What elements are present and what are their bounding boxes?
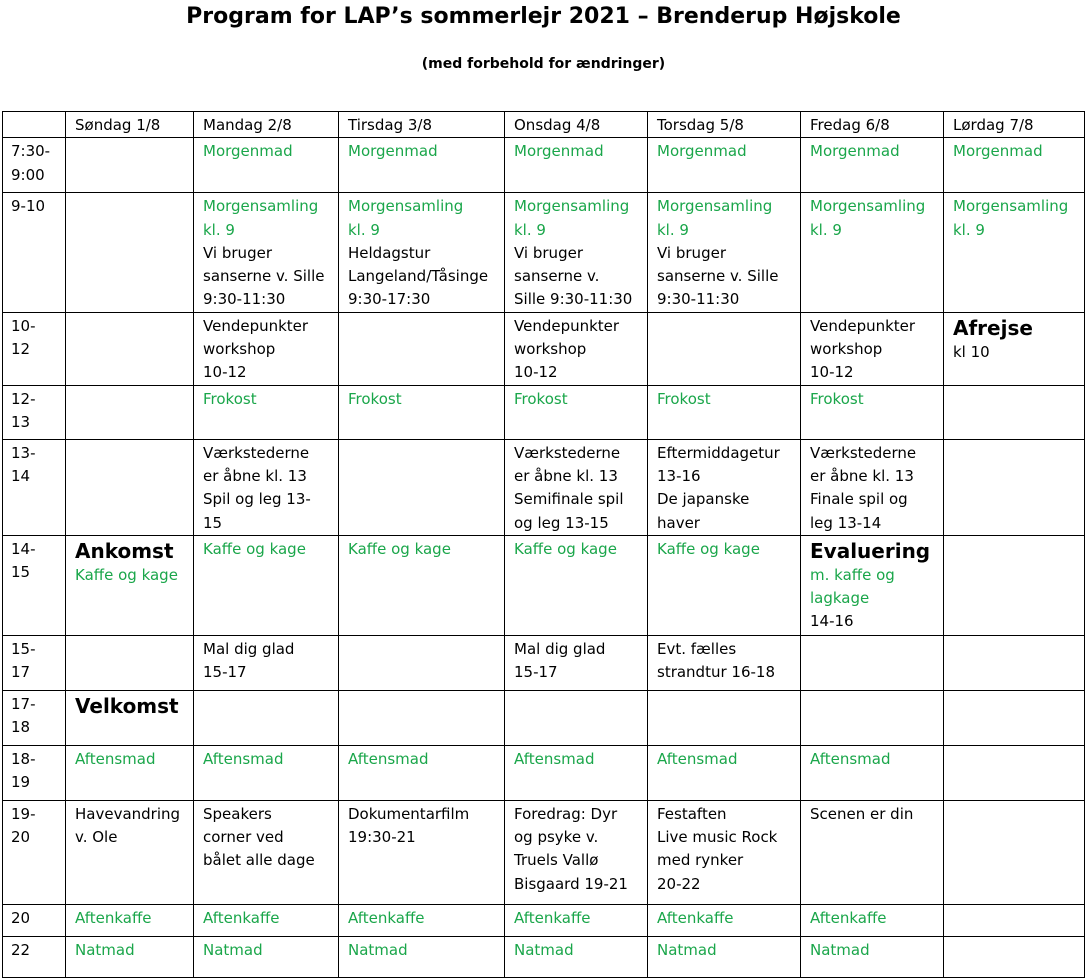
time-cell — [3, 635, 66, 690]
schedule-cell — [505, 690, 648, 745]
schedule-cell — [648, 535, 801, 635]
meal-text: Morgensamling kl. 9 — [348, 197, 464, 239]
schedule-cell — [66, 312, 194, 385]
schedule-cell — [339, 312, 505, 385]
schedule-cell — [66, 745, 194, 800]
schedule-cell — [801, 312, 944, 385]
schedule-cell — [648, 193, 801, 312]
schedule-cell — [505, 535, 648, 635]
meal-text: Morgensamling kl. 9 — [203, 197, 319, 239]
schedule-cell — [801, 138, 944, 193]
schedule-cell — [505, 936, 648, 977]
meal-text: Aftenkaffe — [514, 908, 591, 927]
time-label: 12- 13 — [11, 389, 36, 431]
schedule-cell — [194, 690, 339, 745]
schedule-cell — [339, 904, 505, 936]
schedule-cell — [505, 800, 648, 904]
meal-text: Kaffe og kage — [348, 539, 451, 558]
schedule-cell — [648, 439, 801, 535]
schedule-cell — [505, 312, 648, 385]
schedule-cell — [801, 936, 944, 977]
schedule-row — [3, 800, 1085, 904]
meal-text: Morgenmad — [810, 142, 900, 161]
schedule-cell — [505, 635, 648, 690]
schedule-cell — [801, 800, 944, 904]
time-label: 22 — [11, 940, 31, 959]
time-cell — [3, 439, 66, 535]
schedule-cell — [801, 635, 944, 690]
schedule-cell — [944, 312, 1085, 385]
schedule-cell — [194, 385, 339, 439]
schedule-cell — [194, 800, 339, 904]
time-label: 18- 19 — [11, 749, 36, 792]
event-text: Heldagstur Langeland/Tåsinge 9:30-17:30 — [348, 243, 489, 309]
schedule-cell — [194, 936, 339, 977]
schedule-cell — [194, 635, 339, 690]
schedule-cell — [648, 312, 801, 385]
schedule-cell — [194, 904, 339, 936]
schedule-cell — [801, 904, 944, 936]
schedule-cell — [801, 193, 944, 312]
schedule-cell — [339, 138, 505, 193]
event-text: Værkstederne er åbne kl. 13 Finale spil og leg 13-14 — [810, 443, 917, 532]
schedule-row — [3, 439, 1085, 535]
time-cell — [3, 745, 66, 800]
meal-text: Natmad — [348, 940, 408, 959]
schedule-cell — [66, 635, 194, 690]
meal-text: Morgenmad — [348, 142, 438, 161]
time-label: 7:30- 9:00 — [11, 142, 51, 184]
schedule-cell — [648, 138, 801, 193]
schedule-cell — [194, 138, 339, 193]
meal-text: Kaffe og kage — [514, 539, 617, 558]
time-label: 19- 20 — [11, 804, 36, 847]
schedule-cell — [66, 800, 194, 904]
meal-text: Natmad — [657, 940, 717, 959]
event-text: Værkstederne er åbne kl. 13 Semifinale spil og leg 13-15 — [514, 443, 624, 532]
schedule-cell — [801, 439, 944, 535]
schedule-cell — [648, 936, 801, 977]
schedule-cell — [944, 385, 1085, 439]
page-title: Program for LAP’s sommerlejr 2021 – Brenderup Højskole — [186, 4, 901, 29]
event-heading: Evaluering — [810, 538, 931, 563]
schedule-row — [3, 535, 1085, 635]
header-cell-day: Søndag 1/8 — [66, 112, 194, 138]
header-row — [3, 112, 1085, 138]
schedule-row — [3, 138, 1085, 193]
event-text: Mal dig glad 15-17 — [514, 639, 606, 682]
meal-text: Kaffe og kage — [657, 539, 760, 558]
schedule-cell — [339, 745, 505, 800]
schedule-row — [3, 745, 1085, 800]
time-label: 15- 17 — [11, 639, 36, 682]
meal-text: Frokost — [810, 389, 864, 408]
schedule-cell — [339, 439, 505, 535]
time-cell — [3, 385, 66, 439]
schedule-cell — [505, 193, 648, 312]
meal-text: Frokost — [657, 389, 711, 408]
meal-text: Morgenmad — [953, 142, 1043, 161]
event-text: kl 10 — [953, 342, 990, 361]
time-label: 20 — [11, 908, 31, 927]
schedule-row — [3, 193, 1085, 312]
schedule-cell — [339, 690, 505, 745]
schedule-cell — [339, 193, 505, 312]
meal-text: Aftenkaffe — [203, 908, 280, 927]
schedule-cell — [944, 635, 1085, 690]
schedule-cell — [339, 800, 505, 904]
time-cell — [3, 936, 66, 977]
schedule-cell — [505, 385, 648, 439]
schedule-row — [3, 936, 1085, 977]
meal-text: Aftenkaffe — [810, 908, 887, 927]
time-cell — [3, 535, 66, 635]
schedule-cell — [66, 385, 194, 439]
meal-text: Aftensmad — [203, 749, 284, 768]
event-text: Vi bruger sanserne v. Sille 9:30-11:30 — [203, 243, 325, 309]
header-cell-day: Torsdag 5/8 — [648, 112, 801, 138]
meal-text: Kaffe og kage — [203, 539, 306, 558]
time-cell — [3, 312, 66, 385]
time-cell — [3, 904, 66, 936]
event-text: Vi bruger sanserne v. Sille 9:30-11:30 — [514, 243, 633, 309]
header-cell-day: Onsdag 4/8 — [505, 112, 648, 138]
meal-text: Aftensmad — [348, 749, 429, 768]
time-label: 9-10 — [11, 197, 46, 216]
schedule-cell — [66, 439, 194, 535]
schedule-cell — [66, 690, 194, 745]
schedule-cell — [505, 745, 648, 800]
meal-text: Aftensmad — [657, 749, 738, 768]
event-heading: Ankomst — [75, 538, 174, 563]
schedule-cell — [944, 745, 1085, 800]
event-heading: Afrejse — [953, 315, 1033, 340]
header-cell-day: Mandag 2/8 — [194, 112, 339, 138]
schedule-cell — [66, 904, 194, 936]
event-text: Mal dig glad 15-17 — [203, 639, 295, 682]
meal-text: Kaffe og kage — [75, 565, 178, 584]
schedule-cell — [339, 635, 505, 690]
schedule-cell — [339, 385, 505, 439]
time-label: 14- 15 — [11, 539, 36, 582]
schedule-cell — [505, 439, 648, 535]
schedule-row — [3, 312, 1085, 385]
meal-text: Natmad — [810, 940, 870, 959]
schedule-cell — [944, 690, 1085, 745]
schedule-row — [3, 385, 1085, 439]
schedule-cell — [944, 936, 1085, 977]
event-text: Evt. fælles strandtur 16-18 — [657, 639, 775, 682]
schedule-cell — [648, 745, 801, 800]
schedule-cell — [505, 138, 648, 193]
schedule-row — [3, 690, 1085, 745]
meal-text: Morgenmad — [203, 142, 293, 161]
event-text: Eftermiddagetur 13-16 De japanske haver — [657, 443, 780, 532]
schedule-cell — [194, 439, 339, 535]
schedule-cell — [648, 385, 801, 439]
schedule-cell — [648, 800, 801, 904]
schedule-cell — [66, 193, 194, 312]
meal-text: Natmad — [75, 940, 135, 959]
time-cell — [3, 138, 66, 193]
meal-text: Aftenkaffe — [348, 908, 425, 927]
header-cell-day: Tirsdag 3/8 — [339, 112, 505, 138]
event-text: 14-16 — [810, 612, 854, 631]
event-text: Vi bruger sanserne v. Sille 9:30-11:30 — [657, 243, 779, 309]
event-text: Speakers corner ved bålet alle dage — [203, 804, 315, 870]
event-text: Vendepunkter workshop 10-12 — [514, 316, 620, 382]
time-cell — [3, 193, 66, 312]
meal-text: Aftenkaffe — [657, 908, 734, 927]
schedule-cell — [339, 936, 505, 977]
schedule-cell — [648, 690, 801, 745]
meal-text: Frokost — [348, 389, 402, 408]
schedule-cell — [648, 904, 801, 936]
event-text: Vendepunkter workshop 10-12 — [810, 316, 916, 382]
schedule-cell — [944, 904, 1085, 936]
meal-text: Aftensmad — [75, 749, 156, 768]
schedule-cell — [505, 904, 648, 936]
meal-text: m. kaffe og lagkage — [810, 565, 895, 608]
time-cell — [3, 690, 66, 745]
schedule-cell — [944, 535, 1085, 635]
schedule-cell — [801, 385, 944, 439]
meal-text: Morgensamling kl. 9 — [514, 197, 630, 239]
page-subtitle: (med forbehold for ændringer) — [421, 56, 666, 72]
header-cell-day: Fredag 6/8 — [801, 112, 944, 138]
schedule-cell — [801, 745, 944, 800]
schedule-cell — [801, 690, 944, 745]
meal-text: Aftensmad — [810, 749, 891, 768]
schedule-cell — [194, 535, 339, 635]
schedule-cell — [944, 193, 1085, 312]
header-cell-day: Lørdag 7/8 — [944, 112, 1085, 138]
schedule-cell — [66, 138, 194, 193]
meal-text: Frokost — [203, 389, 257, 408]
event-text: Festaften Live music Rock med rynker 20-22 — [657, 804, 778, 893]
schedule-cell — [194, 193, 339, 312]
meal-text: Morgenmad — [657, 142, 747, 161]
meal-text: Frokost — [514, 389, 568, 408]
schedule-cell — [944, 439, 1085, 535]
time-label: 13- 14 — [11, 443, 36, 485]
schedule-cell — [66, 535, 194, 635]
event-heading: Velkomst — [75, 693, 179, 718]
event-text: Vendepunkter workshop 10-12 — [203, 316, 309, 382]
schedule-cell — [801, 535, 944, 635]
schedule-cell — [194, 312, 339, 385]
event-text: Scenen er din — [810, 804, 914, 823]
schedule-table — [2, 111, 1085, 978]
meal-text: Aftenkaffe — [75, 908, 152, 927]
meal-text: Morgenmad — [514, 142, 604, 161]
event-text: Dokumentarfilm 19:30-21 — [348, 804, 470, 847]
header-cell-time — [3, 112, 66, 138]
schedule-cell — [339, 535, 505, 635]
schedule-row — [3, 635, 1085, 690]
meal-text: Natmad — [203, 940, 263, 959]
schedule-row — [3, 904, 1085, 936]
time-cell — [3, 800, 66, 904]
schedule-cell — [648, 635, 801, 690]
schedule-cell — [66, 936, 194, 977]
meal-text: Morgensamling kl. 9 — [810, 197, 926, 239]
time-label: 10- 12 — [11, 316, 36, 359]
meal-text: Natmad — [514, 940, 574, 959]
meal-text: Morgensamling kl. 9 — [657, 197, 773, 239]
event-text: Foredrag: Dyr og psyke v. Truels Vallø Bisgaard 19-21 — [514, 804, 628, 893]
event-text: Havevandring v. Ole — [75, 804, 181, 847]
meal-text: Aftensmad — [514, 749, 595, 768]
time-label: 17- 18 — [11, 694, 36, 737]
meal-text: Morgensamling kl. 9 — [953, 197, 1069, 239]
event-text: Værkstederne er åbne kl. 13 Spil og leg 13- 15 — [203, 443, 311, 532]
schedule-cell — [194, 745, 339, 800]
schedule-cell — [944, 138, 1085, 193]
schedule-cell — [944, 800, 1085, 904]
